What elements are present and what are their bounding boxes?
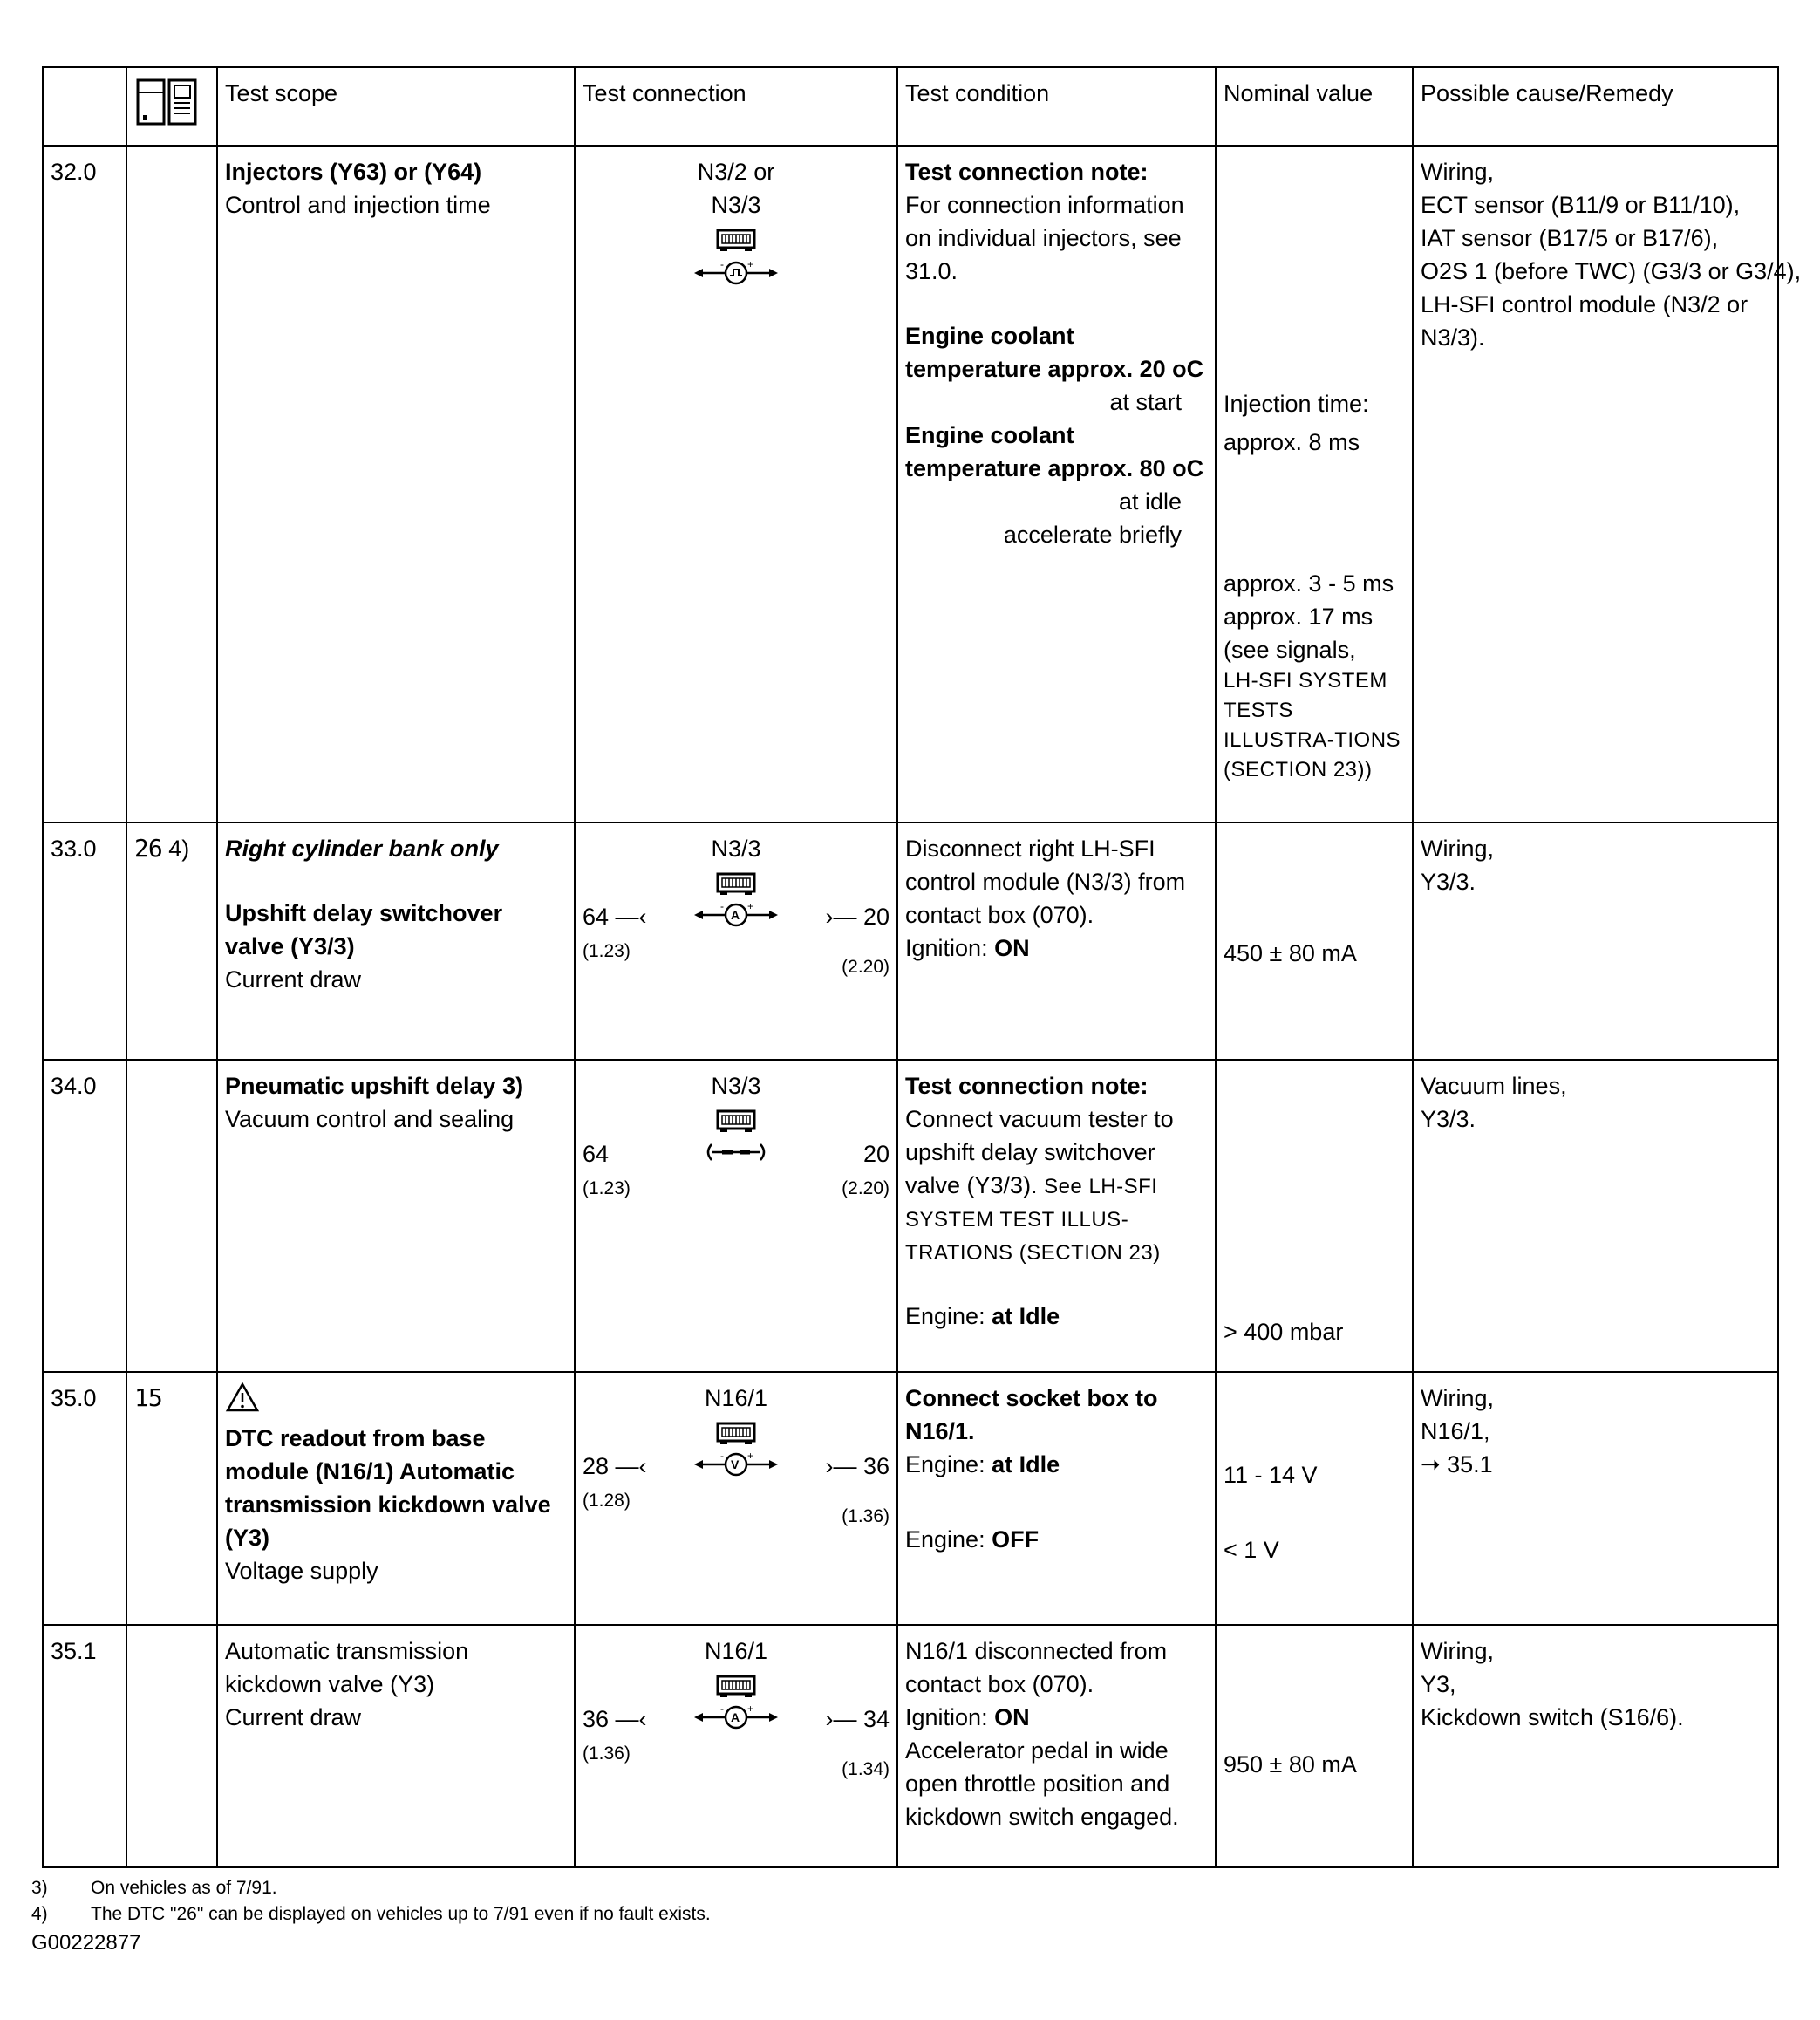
row-scope [217, 1372, 575, 1625]
remedy-item: IAT sensor (B17/5 or B17/6), [1421, 225, 1719, 251]
pin-left: 36 —‹ [583, 1706, 647, 1732]
remedy-item: Y3/3. [1421, 869, 1476, 895]
condition-engine-off: Engine: OFF [905, 1526, 1040, 1553]
table-row [43, 1060, 1778, 1372]
vacuum-line-icon [692, 1137, 780, 1167]
test-table [42, 66, 1802, 1868]
condition-cold-engine: Engine coolant temperature approx. 20 oC [905, 323, 1204, 382]
footnote-mark: 3) [31, 1878, 48, 1898]
pin-right: ›— 20 [825, 904, 890, 930]
condition-text: Disconnect right LH-SFI control module (N3/3) from contact box (070). [905, 836, 1186, 928]
row-connection [575, 1625, 897, 1867]
pin-right: ›— 34 [825, 1706, 890, 1732]
socket-box-icon [715, 1420, 757, 1446]
footnote [31, 1901, 711, 1928]
header-nominal-value: Nominal value [1216, 67, 1413, 146]
svg-text:+: + [747, 258, 754, 270]
condition-note-title: Test connection note: [905, 1073, 1149, 1099]
nominal-at-idle: approx. 3 - 5 ms [1224, 570, 1394, 597]
condition-accelerate: accelerate briefly [1003, 522, 1182, 548]
nominal-value: 950 ± 80 mA [1224, 1751, 1357, 1778]
remedy-item: N16/1, [1421, 1418, 1490, 1444]
row-remedy [1413, 1625, 1778, 1867]
row-dtc [126, 1372, 217, 1625]
scope-title: Injectors (Y63) or (Y64) [225, 159, 482, 185]
dtc-code: 26 [134, 834, 162, 863]
table-row [43, 1625, 1778, 1867]
pin-right: ›— 36 [825, 1453, 890, 1479]
condition-ignition: Ignition: ON [905, 935, 1030, 961]
nominal-idle: 11 - 14 V [1224, 1462, 1318, 1488]
scope-subtitle: Control and injection time [225, 192, 491, 218]
footnote [31, 1875, 711, 1901]
row-scope [217, 1060, 575, 1372]
scope-subtitle: Current draw [225, 966, 362, 993]
remedy-item: Y3/3. [1421, 1106, 1476, 1132]
row-scope [217, 1625, 575, 1867]
remedy-item: Wiring, [1421, 836, 1495, 862]
scope-title: DTC readout from base module (N16/1) Automatic transmission kickdown valve (Y3) [225, 1425, 551, 1551]
row-number: 35.0 [43, 1372, 126, 1625]
connection-module: N3/2 or [697, 159, 775, 185]
row-number: 35.1 [43, 1625, 126, 1867]
condition-note-ref: See LH-SFI SYSTEM TEST ILLUS-TRATIONS (SECTION 23) [905, 1175, 1161, 1265]
row-scope [217, 822, 575, 1060]
row-condition [897, 146, 1216, 822]
pin-left-ref: (1.28) [583, 1491, 631, 1511]
remedy-item: Wiring, [1421, 159, 1495, 185]
remedy-item: Wiring, [1421, 1638, 1495, 1664]
header-test-connection: Test connection [575, 67, 897, 146]
dtc-code: 15 [134, 1383, 162, 1412]
scope-italic-note: Right cylinder bank only [225, 836, 499, 862]
row-connection [575, 822, 897, 1060]
row-connection [575, 1372, 897, 1625]
row-condition [897, 1625, 1216, 1867]
header-tester [126, 67, 217, 146]
scope-subtitle: Vacuum control and sealing [225, 1106, 515, 1132]
row-dtc [126, 1060, 217, 1372]
footnote-text: The DTC "26" can be displayed on vehicles up to 7/91 even if no fault exists. [91, 1904, 711, 1924]
footnote-text: On vehicles as of 7/91. [91, 1878, 277, 1898]
row-number: 34.0 [43, 1060, 126, 1372]
pin-right-ref: (1.34) [842, 1759, 890, 1779]
row-nominal [1216, 822, 1413, 1060]
pin-right: 20 [862, 1141, 890, 1167]
condition-note-title: Test connection note: [905, 159, 1149, 185]
row-number: 32.0 [43, 146, 126, 822]
footnote-mark: 4) [31, 1904, 48, 1924]
svg-text:-: - [720, 1450, 724, 1462]
condition-engine: Engine: at Idle [905, 1303, 1060, 1329]
scope-footnote-ref: 3) [502, 1073, 524, 1099]
nominal-value: 450 ± 80 mA [1224, 940, 1357, 966]
row-remedy [1413, 146, 1802, 822]
connection-module: N3/3 [711, 836, 761, 862]
table-row [43, 1372, 1778, 1625]
row-remedy [1413, 1060, 1778, 1372]
header-test-condition: Test condition [897, 67, 1216, 146]
socket-box-icon [715, 1673, 757, 1699]
scope-title: Automatic transmission kickdown valve (Y3) [225, 1638, 469, 1697]
header-remedy: Possible cause/Remedy [1413, 67, 1778, 146]
tester-icon [134, 77, 201, 127]
pin-left-ref: (1.23) [583, 1178, 631, 1198]
row-remedy [1413, 1372, 1778, 1625]
svg-text:A: A [731, 1710, 740, 1724]
pin-right-ref: (2.20) [842, 957, 890, 977]
condition-text-2: Accelerator pedal in wide open throttle position and kickdown switch engaged. [905, 1737, 1179, 1830]
row-dtc [126, 822, 217, 1060]
condition-text: N16/1 disconnected from contact box (070). [905, 1638, 1168, 1697]
pin-right-ref: (2.20) [842, 1178, 890, 1198]
arrow-right-icon: ➝ [1421, 1451, 1441, 1477]
svg-text:+: + [747, 900, 754, 912]
nominal-reference: LH-SFI SYSTEM TESTS ILLUSTRA-TIONS (SECTION 23)) [1224, 669, 1401, 781]
row-condition [897, 1372, 1216, 1625]
row-dtc [126, 146, 217, 822]
document-id: G00222877 [31, 1931, 141, 1955]
row-connection [575, 1060, 897, 1372]
scope-subtitle: Voltage supply [225, 1558, 378, 1584]
footnotes [31, 1875, 711, 1928]
row-condition [897, 1060, 1216, 1372]
pin-left-ref: (1.36) [583, 1744, 631, 1764]
table-row [43, 146, 1778, 822]
remedy-item: Wiring, [1421, 1385, 1495, 1411]
svg-text:+: + [747, 1450, 754, 1462]
connection-module: N16/1 [704, 1638, 768, 1664]
svg-text:-: - [720, 1703, 724, 1715]
condition-at-start: at start [1109, 389, 1182, 415]
scope-title: Upshift delay switchover valve (Y3/3) [225, 900, 503, 959]
condition-engine-idle: Engine: at Idle [905, 1451, 1060, 1477]
connection-module: N3/3 [711, 1073, 761, 1099]
svg-text:-: - [720, 900, 724, 912]
nominal-accelerate: approx. 17 ms [1224, 604, 1374, 630]
dtc-footnote-ref: 4) [168, 836, 190, 862]
nominal-label: Injection time: [1224, 391, 1369, 417]
pin-left: 28 —‹ [583, 1453, 647, 1479]
voltmeter-icon [692, 1450, 780, 1479]
ammeter-icon [692, 900, 780, 930]
row-nominal [1216, 146, 1413, 822]
ammeter-icon [692, 1703, 780, 1732]
test-table-sheet [42, 66, 1802, 1868]
pin-right-ref: (1.36) [842, 1506, 890, 1526]
connection-module-alt: N3/3 [711, 192, 761, 218]
svg-text:+: + [747, 1703, 754, 1715]
table-row [43, 822, 1778, 1060]
remedy-item: Vacuum lines, [1421, 1073, 1567, 1099]
row-nominal [1216, 1372, 1413, 1625]
nominal-off: < 1 V [1224, 1537, 1279, 1563]
svg-text:-: - [720, 258, 724, 270]
row-nominal [1216, 1625, 1413, 1867]
remedy-goto: ➝ 35.1 [1421, 1451, 1493, 1477]
pin-left: 64 [583, 1141, 610, 1167]
condition-warm-engine: Engine coolant temperature approx. 80 oC [905, 422, 1204, 481]
row-number: 33.0 [43, 822, 126, 1060]
remedy-item: ECT sensor (B11/9 or B11/10), [1421, 192, 1741, 218]
table-header-row [43, 67, 1778, 146]
remedy-item: LH-SFI control module (N3/2 or N3/3). [1421, 291, 1748, 351]
condition-title: Connect socket box to N16/1. [905, 1385, 1158, 1444]
nominal-at-start: approx. 8 ms [1224, 429, 1360, 455]
remedy-item: Y3, [1421, 1671, 1456, 1697]
socket-box-icon [715, 1108, 757, 1134]
socket-box-icon [715, 227, 757, 253]
header-number [43, 67, 126, 146]
condition-note-text: For connection information on individual injectors, see 31.0. [905, 192, 1184, 284]
scope-title: Pneumatic upshift delay 3) [225, 1073, 524, 1099]
condition-ignition: Ignition: ON [905, 1704, 1030, 1730]
svg-text:V: V [731, 1457, 740, 1471]
row-scope [217, 146, 575, 822]
connection-module: N16/1 [704, 1385, 768, 1411]
header-test-scope: Test scope [217, 67, 575, 146]
svg-text:A: A [731, 908, 740, 922]
condition-at-idle: at idle [1118, 488, 1182, 515]
nominal-see-signals: (see signals, [1224, 637, 1356, 663]
row-dtc [126, 1625, 217, 1867]
row-condition [897, 822, 1216, 1060]
row-nominal [1216, 1060, 1413, 1372]
row-remedy [1413, 822, 1778, 1060]
nominal-value: > 400 mbar [1224, 1319, 1344, 1345]
pin-left: 64 —‹ [583, 904, 647, 930]
remedy-item: Kickdown switch (S16/6). [1421, 1704, 1684, 1730]
oscilloscope-icon [692, 258, 780, 288]
warning-triangle-icon [225, 1382, 260, 1413]
row-connection [575, 146, 897, 822]
remedy-item: O2S 1 (before TWC) (G3/3 or G3/4), [1421, 258, 1802, 284]
condition-note-text: Connect vacuum tester to upshift delay switchover valve (Y3/3). See LH-SFI SYSTEM TEST ILLUS-TRATIONS (SECTION 23) [905, 1106, 1174, 1265]
socket-box-icon [715, 870, 757, 897]
scope-subtitle: Current draw [225, 1704, 362, 1730]
pin-left-ref: (1.23) [583, 941, 631, 961]
